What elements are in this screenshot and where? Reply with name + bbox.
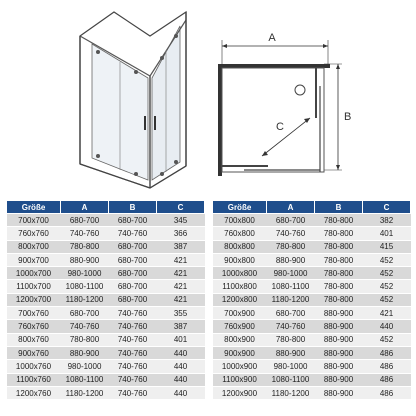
cell-size: 760x800	[213, 227, 267, 240]
cell-size: 1000x900	[213, 360, 267, 373]
cell-a: 780-800	[267, 333, 315, 346]
cell-a: 880-900	[61, 253, 109, 266]
cell-b: 740-760	[109, 386, 157, 399]
cell-size: 700x800	[213, 214, 267, 227]
cell-a: 780-800	[267, 240, 315, 253]
cell-a: 880-900	[267, 346, 315, 359]
table-row	[213, 307, 411, 320]
cell-size: 900x760	[7, 346, 61, 359]
cell-b: 880-900	[315, 360, 363, 373]
cell-b: 740-760	[109, 227, 157, 240]
cell-size: 900x700	[7, 253, 61, 266]
cell-c: 440	[157, 346, 205, 359]
cell-b: 880-900	[315, 333, 363, 346]
cell-b: 680-700	[109, 253, 157, 266]
size-table-right	[212, 200, 411, 400]
cell-b: 680-700	[109, 240, 157, 253]
cell-size: 760x900	[213, 320, 267, 333]
cell-c: 452	[363, 267, 411, 280]
cell-c: 440	[157, 386, 205, 399]
table-row	[7, 346, 205, 359]
table-row	[7, 280, 205, 293]
table-row	[213, 373, 411, 386]
cell-b: 880-900	[315, 386, 363, 399]
cell-a: 1080-1100	[61, 373, 109, 386]
table-row	[213, 346, 411, 359]
cell-b: 740-760	[109, 373, 157, 386]
table-row	[213, 333, 411, 346]
cell-size: 1200x760	[7, 386, 61, 399]
cell-size: 1100x800	[213, 280, 267, 293]
cell-size: 1200x800	[213, 293, 267, 306]
right-door-handle	[154, 116, 156, 130]
cell-c: 440	[157, 360, 205, 373]
cell-a: 740-760	[267, 320, 315, 333]
cell-c: 401	[363, 227, 411, 240]
cell-a: 1180-1200	[61, 293, 109, 306]
table-row	[7, 386, 205, 399]
cell-b: 780-800	[315, 293, 363, 306]
cell-b: 880-900	[315, 320, 363, 333]
header-a: A	[267, 201, 315, 214]
table-row	[213, 240, 411, 253]
label-b: B	[344, 111, 352, 123]
table-row	[7, 293, 205, 306]
cell-size: 700x700	[7, 214, 61, 227]
table-row	[7, 253, 205, 266]
table-row	[213, 227, 411, 240]
cell-c: 355	[157, 307, 205, 320]
header-c: C	[157, 201, 205, 214]
header-size: Größe	[7, 201, 61, 214]
cell-size: 700x900	[213, 307, 267, 320]
cell-size: 700x760	[7, 307, 61, 320]
cell-c: 345	[157, 214, 205, 227]
table-row	[7, 333, 205, 346]
table-header-row	[7, 201, 205, 214]
left-door-handle	[144, 116, 146, 130]
cell-size: 900x900	[213, 346, 267, 359]
table-row	[7, 373, 205, 386]
cell-a: 680-700	[61, 307, 109, 320]
table-row	[213, 280, 411, 293]
cell-c: 421	[157, 280, 205, 293]
cell-c: 421	[363, 307, 411, 320]
cell-size: 1000x760	[7, 360, 61, 373]
table-header-row	[213, 201, 411, 214]
cell-c: 452	[363, 293, 411, 306]
cell-c: 382	[363, 214, 411, 227]
cell-c: 452	[363, 333, 411, 346]
cell-a: 1080-1100	[61, 280, 109, 293]
cell-size: 1000x800	[213, 267, 267, 280]
cell-c: 452	[363, 253, 411, 266]
cell-size: 800x800	[213, 240, 267, 253]
cell-a: 740-760	[61, 227, 109, 240]
cell-c: 440	[157, 373, 205, 386]
table-row	[7, 360, 205, 373]
cell-c: 440	[363, 320, 411, 333]
cell-b: 680-700	[109, 214, 157, 227]
cell-b: 880-900	[315, 373, 363, 386]
cell-size: 800x760	[7, 333, 61, 346]
cell-size: 1000x700	[7, 267, 61, 280]
cell-b: 740-760	[109, 346, 157, 359]
header-b: B	[315, 201, 363, 214]
table-row	[7, 307, 205, 320]
cell-size: 1200x900	[213, 386, 267, 399]
cell-size: 900x800	[213, 253, 267, 266]
header-size: Größe	[213, 201, 267, 214]
header-c: C	[363, 201, 411, 214]
table-row	[7, 320, 205, 333]
cell-a: 880-900	[267, 253, 315, 266]
table-row	[7, 227, 205, 240]
cell-size: 800x900	[213, 333, 267, 346]
cell-c: 421	[157, 293, 205, 306]
cell-a: 980-1000	[61, 267, 109, 280]
table-row	[213, 386, 411, 399]
wall-top	[218, 64, 330, 68]
cell-b: 880-900	[315, 346, 363, 359]
table-row	[213, 320, 411, 333]
cell-b: 780-800	[315, 214, 363, 227]
cell-b: 780-800	[315, 227, 363, 240]
cell-b: 780-800	[315, 267, 363, 280]
table-body	[213, 214, 411, 400]
table-body	[7, 214, 205, 400]
cell-size: 1100x700	[7, 280, 61, 293]
cell-c: 452	[363, 280, 411, 293]
cell-a: 980-1000	[267, 360, 315, 373]
table-row	[213, 214, 411, 227]
cell-a: 880-900	[61, 346, 109, 359]
cell-a: 980-1000	[61, 360, 109, 373]
cell-b: 740-760	[109, 320, 157, 333]
table-row	[7, 240, 205, 253]
cell-a: 1080-1100	[267, 373, 315, 386]
cell-c: 415	[363, 240, 411, 253]
header-b: B	[109, 201, 157, 214]
cell-a: 680-700	[267, 307, 315, 320]
cell-c: 421	[157, 253, 205, 266]
floor-plan-diagram	[214, 26, 354, 192]
cell-b: 780-800	[315, 240, 363, 253]
cell-size: 1200x700	[7, 293, 61, 306]
cell-a: 1180-1200	[267, 386, 315, 399]
cell-a: 980-1000	[267, 267, 315, 280]
shower-enclosure-illustration	[74, 6, 192, 194]
drain-icon	[295, 85, 305, 95]
cell-b: 780-800	[315, 280, 363, 293]
cell-c: 486	[363, 346, 411, 359]
cell-size: 1100x760	[7, 373, 61, 386]
label-a: A	[268, 32, 276, 44]
cell-b: 680-700	[109, 293, 157, 306]
cell-b: 780-800	[315, 253, 363, 266]
cell-a: 780-800	[61, 240, 109, 253]
table-row	[213, 267, 411, 280]
wall-left	[218, 64, 222, 176]
cell-c: 387	[157, 240, 205, 253]
table-row	[7, 267, 205, 280]
cell-b: 740-760	[109, 307, 157, 320]
cell-b: 680-700	[109, 267, 157, 280]
table-row	[7, 214, 205, 227]
table-row	[213, 293, 411, 306]
cell-a: 680-700	[267, 214, 315, 227]
cell-c: 486	[363, 360, 411, 373]
cell-c: 366	[157, 227, 205, 240]
size-table-left	[6, 200, 205, 400]
cell-a: 1180-1200	[267, 293, 315, 306]
cell-a: 780-800	[61, 333, 109, 346]
cell-size: 1100x900	[213, 373, 267, 386]
cell-b: 680-700	[109, 280, 157, 293]
cell-b: 880-900	[315, 307, 363, 320]
cell-a: 740-760	[267, 227, 315, 240]
header-a: A	[61, 201, 109, 214]
cell-a: 1080-1100	[267, 280, 315, 293]
label-c: C	[276, 121, 284, 133]
cell-c: 401	[157, 333, 205, 346]
cell-a: 680-700	[61, 214, 109, 227]
cell-size: 760x760	[7, 227, 61, 240]
table-row	[213, 360, 411, 373]
cell-c: 387	[157, 320, 205, 333]
cell-c: 486	[363, 386, 411, 399]
cell-c: 486	[363, 373, 411, 386]
cell-c: 421	[157, 267, 205, 280]
cell-a: 1180-1200	[61, 386, 109, 399]
cell-size: 760x760	[7, 320, 61, 333]
cell-b: 740-760	[109, 333, 157, 346]
cell-b: 740-760	[109, 360, 157, 373]
cell-a: 740-760	[61, 320, 109, 333]
table-row	[213, 253, 411, 266]
cell-size: 800x700	[7, 240, 61, 253]
